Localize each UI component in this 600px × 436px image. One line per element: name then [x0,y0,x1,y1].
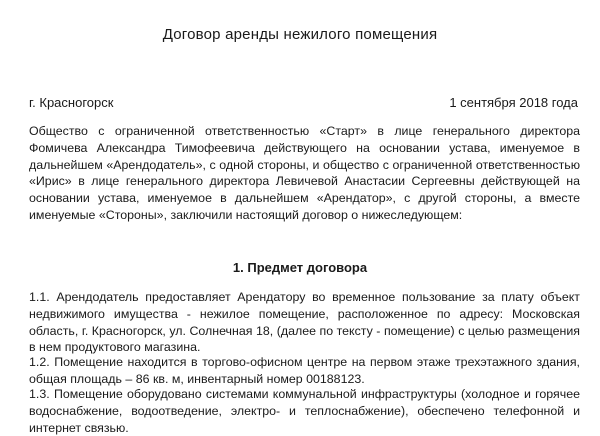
clause-1-3: 1.3. Помещение оборудовано системами коммунальной инфраструктуры (холодное и горячее водоснабжение, водоотведение, электро- и теплоснабжение), обеспечено телефонной и интернет связью. [29,387,580,435]
document-city: г. Красногорск [29,95,114,110]
preamble-paragraph: Общество с ограниченной ответственностью «Старт» в лице генерального директора Фомичева Александра Тимофеевича действующего на основании устава, именуемое в дальнейшем «Арендодатель», с одной стороны, и общество с ограниченной ответственностью «Ирис» в лице генерального директора Левичевой Анастасии Сергеевны действующей на основании устава, именуемое в дальнейшем «Арендатор», с другой стороны, а вместе именуемые «Стороны», заключили настоящий договор о нижеследующем: [29,124,580,222]
clause-1-2: 1.2. Помещение находится в торгово-офисном центре на первом этаже трехэтажного здания, общая площадь – 86 кв. м, инвентарный номер 00188123. [29,355,580,386]
document-date: 1 сентября 2018 года [449,95,578,110]
document-title: Договор аренды нежилого помещения [162,26,438,43]
clause-1-1: 1.1. Арендодатель предоставляет Арендатору во временное пользование за плату объект недвижимого имущества - нежилое помещение, расположенное по адресу: Московская область, г. Красногорск, ул. Солнечная 18, (далее по тексту - помещение) с целью размещения в нем продуктового магазина. [29,290,580,355]
section-1-title: 1. Предмет договора [232,260,368,275]
place-date-line [29,95,578,110]
